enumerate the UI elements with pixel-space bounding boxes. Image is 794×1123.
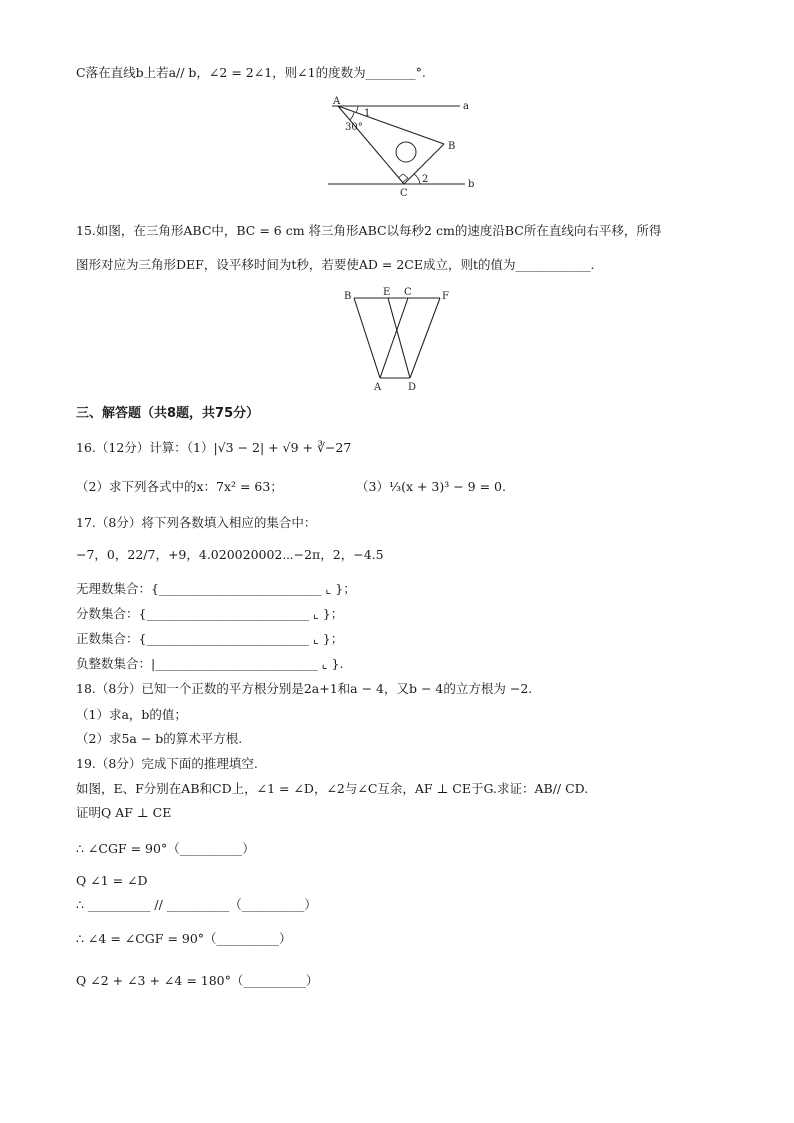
q19-proof-step5: ∴ ∠4 = ∠CGF = 90°（__________）: [76, 931, 292, 946]
q16-part3: （3）⅓(x + 3)³ − 9 = 0.: [356, 479, 506, 494]
fig2-label-f: F: [442, 291, 449, 302]
q19-proof-step2: ∴ ∠CGF = 90°（__________）: [76, 841, 255, 856]
q16-part2: （2）求下列各式中的x：7x² = 63；: [76, 479, 283, 494]
q16-part1: 16.（12分）计算：（1）|√3 − 2| + √9 + ∛−27: [76, 440, 352, 455]
fig1-label-2: 2: [422, 174, 429, 185]
fig2-label-e: E: [383, 287, 391, 298]
fig1-label-c-point: C: [400, 188, 408, 196]
fig1-label-line-b: b: [468, 179, 475, 190]
section-3-heading: 三、解答题（共8题，共75分）: [76, 406, 260, 421]
fig2-label-c: C: [404, 287, 412, 298]
q19-proof-step4: ∴ __________ // __________（__________）: [76, 897, 317, 912]
q17-positive-set: 正数集合：{__________________________ ⌞ }；: [76, 631, 344, 646]
q15-line1: 15.如图，在三角形ABC中，BC = 6 cm 将三角形ABC以每秒2 cm的速度沿BC所在直线向右平移，所得: [76, 223, 662, 238]
figure-parallel-lines: [320, 96, 480, 196]
q15-line2: 图形对应为三角形DEF，设平移时间为t秒，若要使AD = 2CE成立，则t的值为____________.: [76, 257, 595, 272]
q19-proof-step1: 证明Q AF ⊥ CE: [76, 805, 172, 820]
q17-title: 17.（8分）将下列各数填入相应的集合中：: [76, 515, 317, 530]
fig1-label-b-point: B: [448, 141, 456, 152]
q17-fraction-set: 分数集合：{__________________________ ⌞ }；: [76, 606, 344, 621]
q18-statement: 18.（8分）已知一个正数的平方根分别是2a+1和a − 4，又b − 4的立方根为 −2.: [76, 681, 533, 696]
q19-proof-step6: Q ∠2 + ∠3 + ∠4 = 180°（__________）: [76, 973, 319, 988]
fig2-label-b: B: [344, 291, 352, 302]
fig1-label-30: 30°: [345, 122, 363, 133]
fig1-label-a-point: A: [333, 96, 341, 107]
q18-part1: （1）求a，b的值；: [76, 707, 187, 722]
q19-title: 19.（8分）完成下面的推理填空.: [76, 756, 258, 771]
q17-numbers: −7，0，22/7，+9，4.020020002⋯−2π，2，−4.5: [76, 547, 384, 562]
q14-tail: C落在直线b上若a// b，∠2 = 2∠1，则∠1的度数为________°.: [76, 65, 426, 80]
q18-part2: （2）求5a − b的算术平方根.: [76, 731, 243, 746]
fig1-label-1: 1: [364, 108, 371, 119]
fig1-label-line-a: a: [463, 101, 469, 112]
figure-translated-triangles: [340, 286, 460, 394]
q19-proof-step3: Q ∠1 = ∠D: [76, 873, 148, 888]
fig2-label-d: D: [408, 382, 417, 393]
q17-irrational-set: 无理数集合：{__________________________ ⌞ }；: [76, 581, 356, 596]
fig2-label-a: A: [374, 382, 382, 393]
q17-negative-integer-set: 负整数集合：|__________________________ ⌞ }.: [76, 656, 344, 671]
q19-statement: 如图，E、F分别在AB和CD上，∠1 = ∠D，∠2与∠C互余，AF ⊥ CE于G.求证：AB// CD.: [76, 781, 589, 796]
